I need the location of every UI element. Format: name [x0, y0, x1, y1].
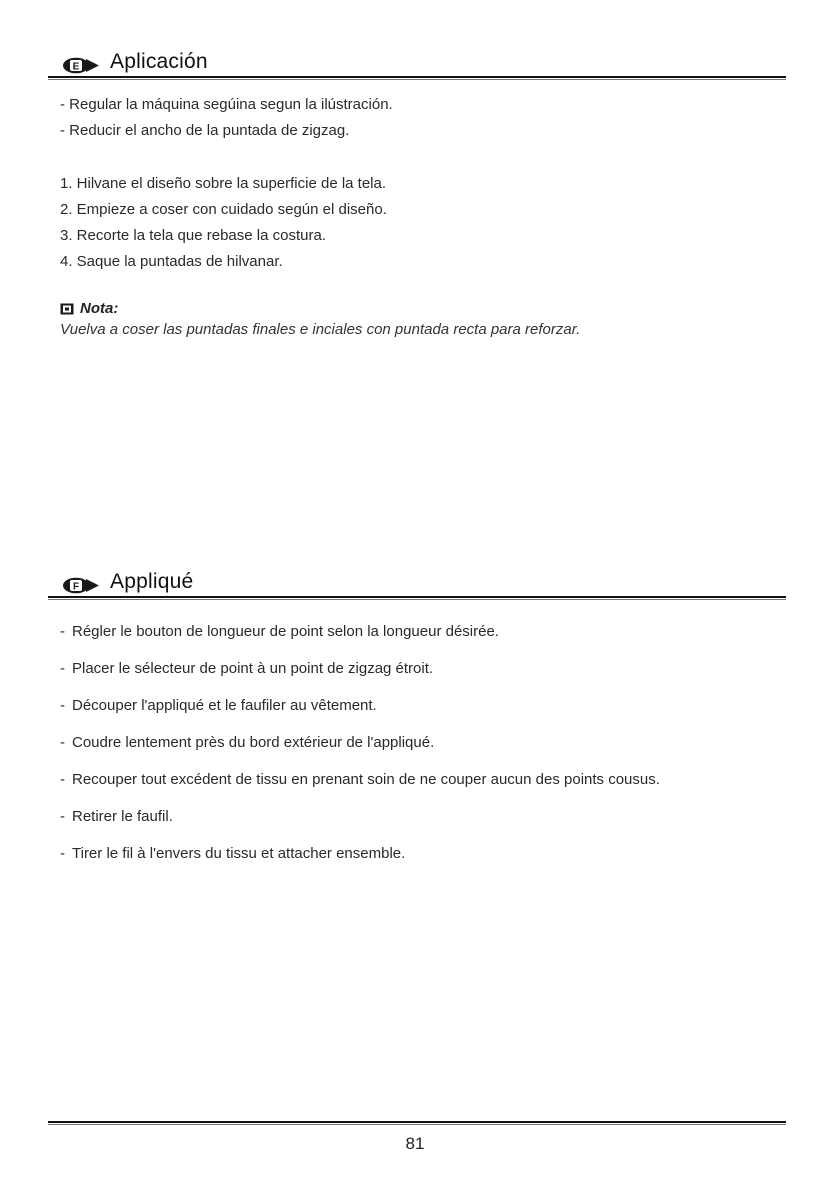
note-label: Nota:: [80, 299, 119, 317]
badge-letter: E: [72, 61, 80, 73]
heading-rule: [48, 596, 786, 600]
note-text: Vuelva a coser las puntadas finales e inciales con puntada recta para reforzar.: [60, 321, 581, 338]
bullet-list: [60, 95, 760, 147]
list-item: 1. Hilvane el diseño sobre la superficie de la tela.: [60, 175, 387, 192]
heading-rule: [48, 76, 786, 80]
list-item: - Régler le bouton de longueur de point selon la longueur désirée.: [60, 623, 499, 640]
list-item: - Reducir el ancho de la puntada de zigzag.: [60, 122, 350, 139]
note-icon: [60, 302, 74, 314]
footer-rule: [48, 1121, 786, 1125]
bullet-list: [60, 622, 780, 881]
list-item: 2. Empieze a coser con cuidado según el diseño.: [60, 201, 387, 218]
note-block: [60, 296, 786, 340]
list-item: - Coudre lentement près du bord extérieur de l'appliqué.: [60, 734, 435, 751]
section-title: Aplicación: [110, 50, 208, 73]
language-badge-icon: [62, 577, 100, 594]
list-item: - Recouper tout excédent de tissu en prenant soin de ne couper aucun des points cousus.: [60, 771, 660, 788]
badge-letter: F: [72, 581, 80, 593]
section-heading: [48, 570, 786, 598]
list-item: - Placer le sélecteur de point à un point de zigzag étroit.: [60, 660, 434, 677]
list-item: 3. Recorte la tela que rebase la costura.: [60, 227, 326, 244]
section-heading: [48, 50, 786, 78]
list-item: 4. Saque la puntadas de hilvanar.: [60, 253, 283, 270]
page-number: 81: [405, 1134, 425, 1153]
list-item: - Regular la máquina segúina segun la ilústración.: [60, 96, 393, 113]
list-item: - Tirer le fil à l'envers du tissu et attacher ensemble.: [60, 845, 406, 862]
list-item: - Découper l'appliqué et le faufiler au vêtement.: [60, 697, 377, 714]
list-item: - Retirer le faufil.: [60, 808, 173, 825]
section-applique: [48, 570, 786, 862]
numbered-steps: [60, 174, 760, 278]
section-title: Appliqué: [110, 570, 194, 593]
language-badge-icon: [62, 57, 100, 74]
section-aplicacion: [48, 50, 786, 338]
